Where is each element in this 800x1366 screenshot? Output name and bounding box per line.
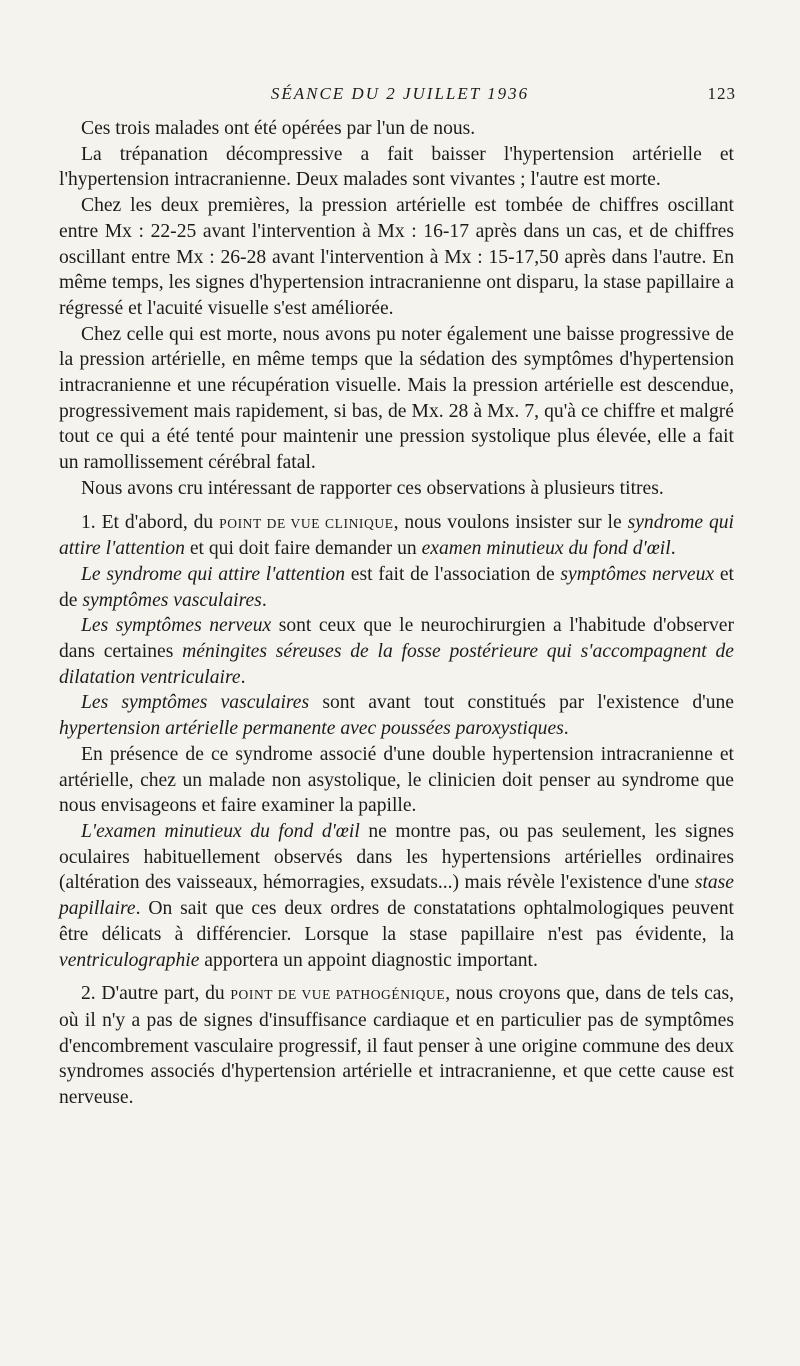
text-run: En présence de ce syndrome associé d'une double hypertension intracranienne et artérielle, chez un malade non asystolique, le clinicien doit penser au syndrome que nous envisageons et faire examiner la papille. (59, 743, 734, 817)
italic-phrase: ventriculographie (59, 949, 200, 971)
italic-phrase: syndrome qui attire l'attention (59, 511, 734, 560)
text-run: et de (59, 563, 735, 611)
text-run: . (670, 538, 676, 560)
text-run: , nous voulons insister sur le (393, 511, 628, 533)
paragraph (59, 562, 734, 613)
paragraph (59, 613, 734, 690)
section-paragraph-clinical (59, 510, 734, 562)
italic-phrase: symptômes vasculaires (82, 589, 262, 611)
text-run: apportera un appoint diagnostic important. (199, 949, 538, 971)
text-run: La trépanation décompressive a fait baisser l'hypertension artérielle et l'hypertension intracranienne. Deux malades sont vivantes ; l'autre est morte. (59, 143, 734, 191)
italic-phrase: L'examen minutieux du fond d'œil (81, 820, 360, 842)
italic-phrase: hypertension artérielle permanente avec poussées paroxystiques (59, 718, 564, 740)
section-paragraph-pathogenic (59, 981, 734, 1111)
running-head-title: SÉANCE DU 2 JUILLET 1936 (270, 84, 530, 103)
text-run: 2. D'autre part, du (81, 983, 231, 1005)
paragraph (59, 116, 734, 142)
paragraph (59, 742, 734, 819)
text-run: . (563, 718, 569, 740)
text-run: est fait de l'association de (345, 563, 561, 585)
text-run: sont ceux que le neurochirurgien a l'habitude d'observer dans certaines (59, 615, 734, 663)
italic-phrase: symptômes nerveux (560, 563, 715, 585)
text-run: , nous croyons que, dans de tels cas, où il n'y a pas de signes d'insuffisance cardiaque et en particulier pas de symptômes d'encombrement vasculaire progressif, il faut penser à une origine commune des deux syndromes associés d'hypertension artérielle et intracranienne, et que cette cause est nerveuse. (59, 983, 734, 1109)
italic-phrase: méningites séreuses de la fosse postérieure qui s'accompagnent de dilatation ventriculaire (59, 641, 734, 688)
italic-phrase: examen minutieux du fond d'œil (421, 538, 671, 560)
text-run: ne montre pas, ou pas seulement, les signes oculaires habituellement observés dans les hypertensions artérielles ordinaires (altération des vaisseaux, hémorragies, exsudats...) mais révèle l'existence d'une (59, 820, 735, 894)
italic-phrase: Les symptômes vasculaires (81, 692, 310, 714)
paragraph (59, 690, 734, 741)
small-caps-heading: POINT DE VUE CLINIQUE (219, 515, 394, 531)
text-run: et qui doit faire demander un (184, 538, 422, 560)
italic-phrase: Le syndrome qui attire l'attention (81, 563, 346, 585)
running-head (60, 84, 740, 110)
paragraph (59, 142, 734, 193)
paragraph (59, 322, 734, 476)
paragraph (59, 193, 734, 322)
text-run: Chez les deux premières, la pression artérielle est tombée de chiffres oscillant entre Mx : 22-25 avant l'intervention à Mx : 16-17 après dans un cas, et de chiffres oscillant entre Mx : 26-28 avant l'intervention à Mx : 15-17,50 après dans l'autre. En même temps, les signes d'hypertension intracranienne ont disparu, la stase papillaire a régressé et l'acuité visuelle s'est améliorée. (59, 195, 734, 319)
body-text (59, 116, 734, 1111)
paragraph (59, 476, 734, 502)
italic-phrase: Les symptômes nerveux (81, 615, 272, 637)
text-run: Ces trois malades ont été opérées par l'un de nous. (81, 118, 476, 139)
text-run: . On sait que ces deux ordres de constatations ophtalmologiques peuvent être délicats à différencier. Lorsque la stase papillaire n'est pas évidente, la (59, 898, 734, 945)
text-run: . (240, 666, 246, 688)
italic-phrase: stase papillaire (59, 872, 734, 920)
text-run: 1. Et d'abord, du (81, 511, 220, 533)
text-run: Nous avons cru intéressant de rapporter ces observations à plusieurs titres. (81, 477, 664, 499)
text-run: . (261, 589, 267, 611)
text-run: sont avant tout constitués par l'existence d'une (309, 692, 734, 714)
paragraph (59, 819, 734, 973)
small-caps-heading: POINT DE VUE PATHOGÉNIQUE (230, 987, 446, 1003)
text-run: Chez celle qui est morte, nous avons pu noter également une baisse progressive de la pression artérielle, en même temps que la sédation des symptômes d'hypertension intracranienne et une récupération visuelle. Mais la pression artérielle est descendue, progressivement mais rapidement, si bas, de Mx. 28 à Mx. 7, qu'à ce chiffre et malgré tout ce qui a été tenté pour maintenir une pression systolique plus élevée, elle a fait un ramollissement cérébral fatal. (59, 323, 734, 474)
page-number: 123 (707, 84, 736, 103)
